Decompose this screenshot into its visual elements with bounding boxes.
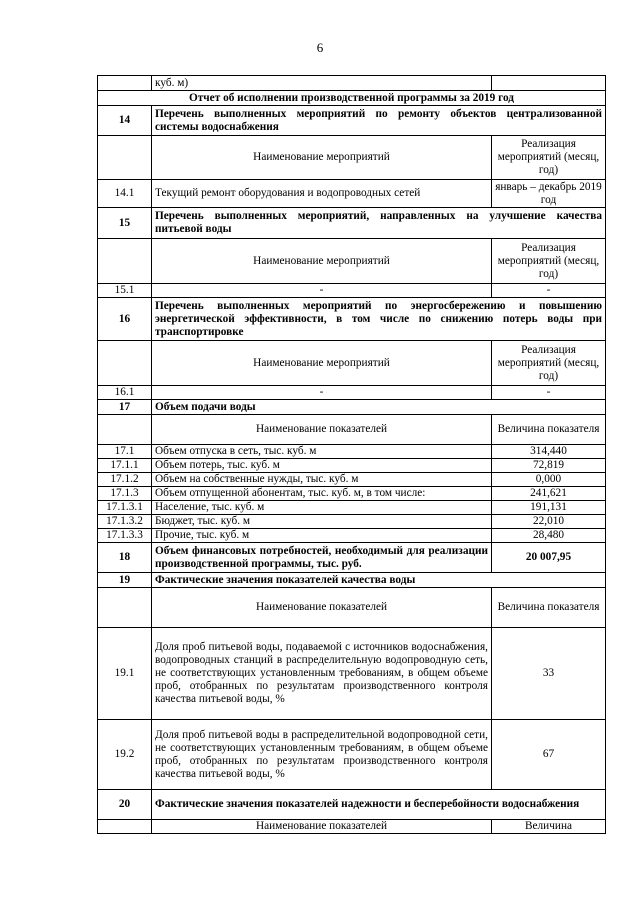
column-header-value: Величина показателя — [492, 588, 606, 628]
row-value: - — [492, 386, 606, 400]
column-header-name: Наименование мероприятий — [152, 239, 492, 284]
column-header-name: Наименование показателей — [152, 820, 492, 834]
row-value: 28,480 — [492, 529, 606, 543]
row-number: 19.1 — [98, 628, 152, 720]
column-header-name: Наименование показателей — [152, 588, 492, 628]
empty-cell — [98, 588, 152, 628]
row-name: Объем на собственные нужды, тыс. куб. м — [152, 473, 492, 487]
row-value: 191,131 — [492, 501, 606, 515]
row-value: - — [492, 284, 606, 298]
column-header-name: Наименование мероприятий — [152, 341, 492, 386]
row-value: 72,819 — [492, 459, 606, 473]
row-value: январь – декабрь 2019 год — [492, 180, 606, 208]
continuation-row — [98, 76, 606, 91]
section-19-title: Фактические значения показателей качества воды — [152, 573, 606, 588]
row-number: 17.1.1 — [98, 459, 152, 473]
row-number: 17.1.2 — [98, 473, 152, 487]
table-row — [98, 180, 606, 208]
column-header-value: Реализация мероприятий (месяц, год) — [492, 239, 606, 284]
section-14-number: 14 — [98, 106, 152, 136]
section-14-title: Перечень выполненных мероприятий по ремонту объектов централизованной системы водоснабжения — [152, 106, 606, 136]
empty-cell — [98, 415, 152, 445]
production-program-report-table — [97, 75, 606, 834]
column-header-value: Реализация мероприятий (месяц, год) — [492, 136, 606, 180]
section-19-header-row — [98, 573, 606, 588]
row-name: Объем отпуска в сеть, тыс. куб. м — [152, 445, 492, 459]
section-14-column-headers — [98, 136, 606, 180]
table-row — [98, 501, 606, 515]
column-header-name: Наименование мероприятий — [152, 136, 492, 180]
row-number: 17.1.3.1 — [98, 501, 152, 515]
section-19-number: 19 — [98, 573, 152, 588]
table-row — [98, 487, 606, 501]
section-15-header-row — [98, 208, 606, 239]
row-number: 19.2 — [98, 720, 152, 790]
section-19-column-headers — [98, 588, 606, 628]
row-number: 17.1.3.2 — [98, 515, 152, 529]
section-20-column-headers — [98, 820, 606, 834]
table-row — [98, 445, 606, 459]
section-20-header-row — [98, 790, 606, 820]
report-title: Отчет об исполнении производственной программы за 2019 год — [98, 91, 606, 106]
row-name: Доля проб питьевой воды в распределительной водопроводной сети, не соответствующих установленным требованиям, в общем объеме проб, отобранных по результатам производственного контроля качества питьевой воды, % — [152, 720, 492, 790]
row-name: - — [152, 386, 492, 400]
empty-cell — [98, 136, 152, 180]
row-name: Прочие, тыс. куб. м — [152, 529, 492, 543]
row-value: 67 — [492, 720, 606, 790]
table-row — [98, 473, 606, 487]
row-number: 16.1 — [98, 386, 152, 400]
section-15-column-headers — [98, 239, 606, 284]
section-17-column-headers — [98, 415, 606, 445]
section-15-title: Перечень выполненных мероприятий, направленных на улучшение качества питьевой воды — [152, 208, 606, 239]
page-number: 6 — [316, 40, 324, 55]
row-name: Текущий ремонт оборудования и водопроводных сетей — [152, 180, 492, 208]
row-number: 15.1 — [98, 284, 152, 298]
table-row — [98, 459, 606, 473]
row-number: 17.1.3 — [98, 487, 152, 501]
row-number: 14.1 — [98, 180, 152, 208]
section-16-column-headers — [98, 341, 606, 386]
row-number-cell — [98, 76, 152, 91]
section-20-title: Фактические значения показателей надежности и бесперебойности водоснабжения — [152, 790, 606, 820]
table-row — [98, 284, 606, 298]
empty-cell — [98, 820, 152, 834]
row-name: Доля проб питьевой воды, подаваемой с источников водоснабжения, водопроводных станций в распределительную водопроводную сеть, не соответствующих установленным требованиям, в общем объеме проб, отобранных по результатам производственного контроля качества питьевой воды, % — [152, 628, 492, 720]
row-number: 17.1.3.3 — [98, 529, 152, 543]
section-18-number: 18 — [98, 543, 152, 573]
section-20-number: 20 — [98, 790, 152, 820]
row-value: 0,000 — [492, 473, 606, 487]
table-row — [98, 720, 606, 790]
section-16-title: Перечень выполненных мероприятий по энергосбережению и повышению энергетической эффективности, в том числе по снижению потерь воды при транспортировке — [152, 298, 606, 341]
table-row — [98, 515, 606, 529]
report-title-row — [98, 91, 606, 106]
continuation-text: куб. м) — [152, 76, 492, 91]
section-17-number: 17 — [98, 400, 152, 415]
section-17-title: Объем подачи воды — [152, 400, 606, 415]
column-header-value: Величина — [492, 820, 606, 834]
section-14-header-row — [98, 106, 606, 136]
section-16-header-row — [98, 298, 606, 341]
column-header-name: Наименование показателей — [152, 415, 492, 445]
row-name: Объем отпущенной абонентам, тыс. куб. м, в том числе: — [152, 487, 492, 501]
row-name: Объем потерь, тыс. куб. м — [152, 459, 492, 473]
section-17-header-row — [98, 400, 606, 415]
row-value: 314,440 — [492, 445, 606, 459]
column-header-value: Реализация мероприятий (месяц, год) — [492, 341, 606, 386]
row-name: Население, тыс. куб. м — [152, 501, 492, 515]
section-18-value: 20 007,95 — [492, 543, 606, 573]
row-value: 22,010 — [492, 515, 606, 529]
value-cell — [492, 76, 606, 91]
section-15-number: 15 — [98, 208, 152, 239]
section-18-row — [98, 543, 606, 573]
table-row — [98, 386, 606, 400]
row-name: - — [152, 284, 492, 298]
row-value: 33 — [492, 628, 606, 720]
row-value: 241,621 — [492, 487, 606, 501]
empty-cell — [98, 341, 152, 386]
table-row — [98, 529, 606, 543]
row-number: 17.1 — [98, 445, 152, 459]
column-header-value: Величина показателя — [492, 415, 606, 445]
row-name: Бюджет, тыс. куб. м — [152, 515, 492, 529]
table-row — [98, 628, 606, 720]
empty-cell — [98, 239, 152, 284]
section-16-number: 16 — [98, 298, 152, 341]
section-18-title: Объем финансовых потребностей, необходимый для реализации производственной программы, тыс. руб. — [152, 543, 492, 573]
